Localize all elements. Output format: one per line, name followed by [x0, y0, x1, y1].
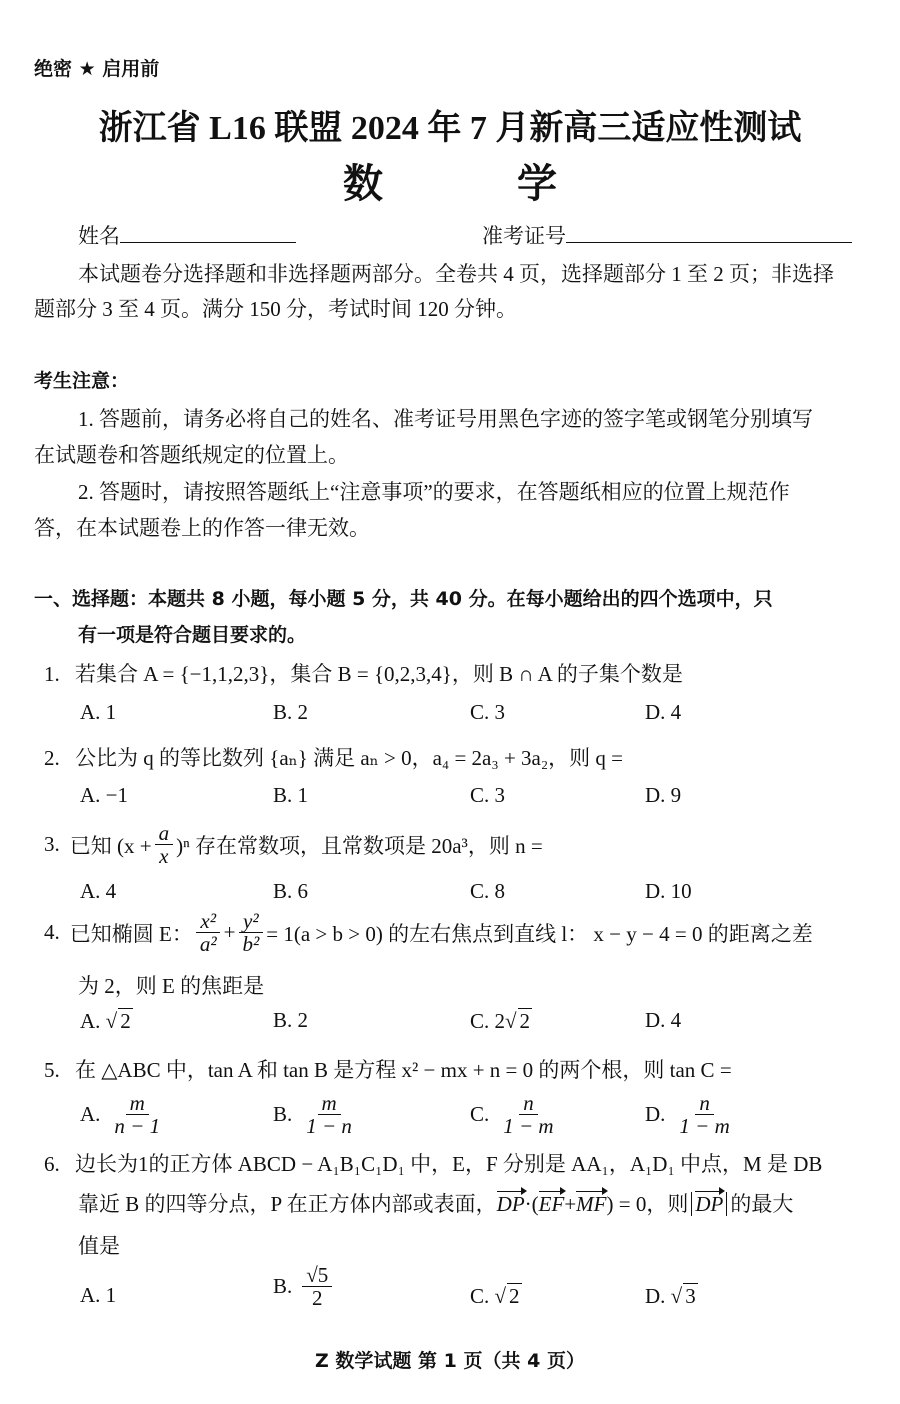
question-5-option-c[interactable] [470, 1092, 561, 1137]
question-3-option-d[interactable]: D. 10 [645, 879, 692, 903]
question-2-option-b[interactable]: B. 1 [273, 783, 309, 807]
section-1-heading-line-1: 一、选择题：本题共 8 小题，每小题 5 分，共 40 分。在每小题给出的四个选项中，只 [34, 588, 773, 610]
question-5-option-b-denominator: 1 − n [306, 1114, 352, 1139]
question-5-stem [44, 1054, 732, 1084]
page-footer: Z 数学试题 第 1 页（共 4 页） [315, 1350, 585, 1372]
question-4-fraction-y-denominator: b² [242, 932, 260, 957]
intro-line-1: 本试题卷分选择题和非选择题两部分。全卷共 4 页，选择题部分 1 至 2 页；非选择 [78, 262, 834, 286]
question-6-line-1: 边长为1的正方体 ABCD − A₁B₁C₁D₁ 中，E，F 分别是 AA₁，A₁D₁ 中点，M 是 DB [75, 1152, 823, 1176]
notice-item-1-line-1: 1. 答题前，请务必将自己的姓名、准考证号用黑色字迹的签字笔或钢笔分别填写 [78, 407, 813, 431]
question-6-option-c-label: C. [470, 1284, 490, 1308]
question-1-stem [44, 658, 683, 688]
question-5-option-c-denominator: 1 − m [503, 1114, 554, 1139]
exam-id-blank[interactable] [566, 220, 852, 243]
question-5-option-a-numerator: m [126, 1092, 149, 1115]
vector-dp: DP [496, 1192, 525, 1216]
question-5-option-d-fraction [675, 1092, 733, 1137]
question-3-number: 3. [44, 832, 60, 857]
question-3-fraction [155, 822, 174, 867]
dot-operator: ·( [524, 1192, 539, 1216]
question-4-plus: + [223, 920, 236, 945]
question-5-option-a-fraction [110, 1092, 164, 1137]
question-6-option-d[interactable] [645, 1283, 698, 1309]
sqrt-icon: √ [505, 1009, 517, 1033]
question-4-fraction-x-denominator: a² [199, 932, 217, 957]
question-6-line-2-mid: ) = 0，则 [606, 1192, 689, 1216]
question-6-line-2 [78, 1188, 793, 1218]
question-6-option-c-radicand: 2 [509, 1284, 520, 1308]
question-5-option-b-numerator: m [318, 1092, 341, 1115]
question-3-option-b[interactable]: B. 6 [273, 879, 309, 903]
question-5-option-a-denominator: n − 1 [114, 1114, 161, 1139]
question-6-option-d-label: D. [645, 1284, 666, 1308]
question-5-option-b[interactable] [273, 1092, 359, 1137]
question-5-option-d[interactable] [645, 1092, 737, 1137]
question-4-fraction-x-numerator: x² [196, 910, 220, 933]
question-3-option-c[interactable]: C. 8 [470, 879, 506, 903]
intro-line-2: 题部分 3 至 4 页。满分 150 分，考试时间 120 分钟。 [34, 297, 517, 321]
question-4-option-a-label: A. [80, 1009, 101, 1033]
name-label: 姓名 [78, 224, 120, 248]
question-2-number: 2. [44, 746, 60, 770]
question-3-stem [44, 822, 543, 867]
vector-mf: MF [576, 1192, 607, 1216]
notice-heading: 考生注意： [34, 370, 130, 392]
question-4-option-a[interactable] [80, 1008, 133, 1034]
question-4-text-post: = 1(a > b > 0) 的左右焦点到直线 l： x − y − 4 = 0 的距离之差 [266, 921, 813, 946]
question-4-stem [44, 910, 813, 955]
question-5-text: 在 △ABC 中，tan A 和 tan B 是方程 x² − mx + n = 0 的两个根，则 tan C = [75, 1058, 732, 1082]
question-3-text-post: )ⁿ 存在常数项，且常数项是 20a³，则 n = [176, 833, 543, 858]
question-4-number: 4. [44, 920, 60, 945]
sqrt-icon: √ [494, 1284, 507, 1308]
question-2-option-c[interactable]: C. 3 [470, 783, 506, 807]
question-4-option-c[interactable] [470, 1008, 532, 1034]
question-1-option-d[interactable]: D. 4 [645, 700, 682, 724]
question-4-option-d[interactable]: D. 4 [645, 1008, 682, 1032]
vector-ef: EF [538, 1192, 565, 1216]
exam-id-field[interactable] [482, 220, 852, 250]
question-1-option-b[interactable]: B. 2 [273, 700, 309, 724]
question-4-fraction-y-numerator: y² [239, 910, 263, 933]
subject-title: 数 学 [343, 161, 617, 207]
question-5-option-c-numerator: n [519, 1092, 538, 1115]
section-1-heading-line-2: 有一项是符合题目要求的。 [78, 624, 307, 646]
question-4-option-c-radicand: 2 [519, 1009, 531, 1033]
question-6-option-b-fraction [302, 1264, 332, 1309]
question-6-option-b-numerator: √5 [302, 1264, 332, 1287]
question-6-line-2-pre: 靠近 B 的四等分点，P 在正方体内部或表面， [78, 1192, 497, 1216]
question-2-stem [44, 742, 623, 772]
question-4-option-a-radicand: 2 [120, 1009, 131, 1033]
exam-id-label: 准考证号 [482, 224, 566, 248]
question-5-option-d-numerator: n [695, 1092, 714, 1115]
question-1-option-a[interactable]: A. 1 [80, 700, 117, 724]
question-3-fraction-numerator: a [155, 822, 174, 845]
question-6-option-a[interactable]: A. 1 [80, 1283, 117, 1307]
question-6-option-c[interactable] [470, 1283, 522, 1309]
sqrt-icon: √ [105, 1009, 118, 1033]
question-6-line-2-post: 的最大 [730, 1192, 794, 1216]
question-2-text: 公比为 q 的等比数列 {aₙ} 满足 aₙ > 0，a₄ = 2a₃ + 3a₂，则 q = [75, 746, 624, 770]
notice-item-2-line-1: 2. 答题时，请按照答题纸上“注意事项”的要求，在答题纸相应的位置上规范作 [78, 480, 790, 504]
question-6-option-b[interactable] [273, 1264, 335, 1309]
question-5-option-d-label: D. [645, 1102, 666, 1127]
question-4-text-pre: 已知椭圆 E： [69, 921, 193, 946]
question-3-fraction-denominator: x [159, 844, 169, 869]
sqrt-icon: √ [670, 1284, 683, 1308]
question-5-option-d-denominator: 1 − m [679, 1114, 730, 1139]
question-1-text: 若集合 A = {−1,1,2,3}，集合 B = {0,2,3,4}，则 B ∩ A 的子集个数是 [75, 662, 683, 686]
question-6-number: 6. [44, 1152, 60, 1176]
confidential-label: 绝密 ★ 启用前 [34, 58, 160, 80]
question-4-option-c-label: C. 2 [470, 1009, 506, 1033]
question-6-option-d-radicand: 3 [685, 1284, 696, 1308]
question-6-option-b-denominator: 2 [312, 1286, 323, 1311]
exam-title: 浙江省 L16 联盟 2024 年 7 月新高三适应性测试 [98, 110, 802, 147]
question-5-option-a-label: A. [80, 1102, 101, 1127]
question-4-option-b[interactable]: B. 2 [273, 1008, 309, 1032]
notice-item-2-line-2: 答，在本试题卷上的作答一律无效。 [34, 516, 370, 540]
question-4-fraction-y [238, 910, 263, 955]
name-blank[interactable] [120, 220, 296, 243]
vector-dp-magnitude: DP [695, 1192, 724, 1216]
question-6-option-b-label: B. [273, 1274, 293, 1299]
question-3-text-pre: 已知 (x + [69, 833, 152, 858]
question-5-option-c-label: C. [470, 1102, 490, 1127]
question-2-option-d[interactable]: D. 9 [645, 783, 682, 807]
question-5-option-b-label: B. [273, 1102, 293, 1127]
magnitude-dp [691, 1192, 727, 1216]
question-4-fraction-x [196, 910, 221, 955]
question-3-option-a[interactable]: A. 4 [80, 879, 117, 903]
name-field[interactable] [78, 220, 296, 250]
question-5-option-a[interactable] [80, 1092, 167, 1137]
question-1-option-c[interactable]: C. 3 [470, 700, 506, 724]
question-6-line-3: 值是 [78, 1234, 120, 1258]
question-5-option-b-fraction [302, 1092, 356, 1137]
question-2-option-a[interactable]: A. −1 [80, 783, 129, 807]
question-6-stem [44, 1148, 822, 1178]
question-4-line-2: 为 2，则 E 的焦距是 [78, 974, 265, 998]
question-5-number: 5. [44, 1058, 60, 1082]
plus-operator: + [564, 1192, 577, 1216]
notice-item-1-line-2: 在试题卷和答题纸规定的位置上。 [34, 443, 349, 467]
question-1-number: 1. [44, 662, 60, 686]
question-5-option-c-fraction [499, 1092, 557, 1137]
